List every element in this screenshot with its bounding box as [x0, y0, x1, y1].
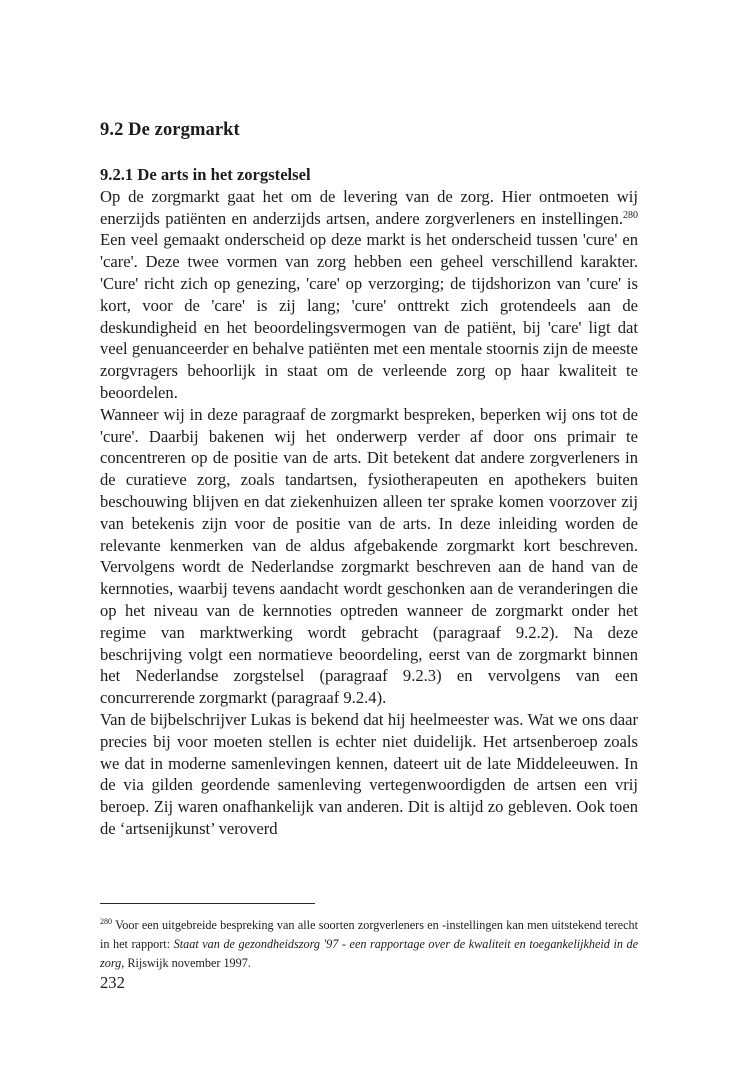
- subsection-title: 9.2.1 De arts in het zorgstelsel: [100, 165, 311, 184]
- footnote: [100, 916, 638, 973]
- footnote-number: 280: [100, 917, 112, 926]
- footnote-text-start: Voor een uitgebreide bespreking van alle soorten zorgverleners en -instellingen kan men uitstekend terecht in het rapport:: [100, 918, 638, 951]
- paragraph-1-text-end: Een veel gemaakt onderscheid op deze markt is het onderscheid tussen 'cure' en 'care'. Deze twee vormen van zorg hebben een geheel verschillend karakter. 'Cure' richt zich op genezing, 'care' op verzorging; de tijdshorizon van 'cure' is kort, voor de 'care' is zij lang; 'cure' onttrekt zich grotendeels aan de deskundigheid en het beoordelingsvermogen van de patiënt, bij 'care' ligt dat veel genuanceerder en behalve patiënten met een mentale stoornis zijn de meeste zorgvragers behoorlijk in staat om de verleende zorg op haar kwaliteit te beoordelen.: [100, 230, 638, 402]
- paragraph-1-text-start: Op de zorgmarkt gaat het om de levering van de zorg. Hier ontmoeten wij enerzijds patiënten en anderzijds artsen, andere zorgverleners en instellingen.: [100, 186, 638, 228]
- footnote-reference: 280: [623, 209, 638, 221]
- body-text: [100, 164, 638, 840]
- footnote-text-end: , Rijswijk november 1997.: [121, 956, 251, 970]
- page-number: 232: [100, 973, 125, 992]
- paragraph-1: [100, 186, 638, 404]
- footnote-report-title: Staat van de gezondheidszorg '97 - een rapportage over de kwaliteit en toegankelijkheid in de zorg: [100, 937, 638, 970]
- footnote-divider: [100, 903, 315, 904]
- paragraph-3: Van de bijbelschrijver Lukas is bekend dat hij heelmeester was. Wat we ons daar precies bij voor moeten stellen is echter niet duidelijk. Het artsenberoep zoals we dat in moderne samenlevingen kennen, dateert uit de late Middeleeuwen. In de via gilden geordende samenleving vertegenwoordigden de artsen een vrij beroep. Zij waren onafhankelijk van anderen. Dit is altijd zo gebleven. Ook toen de ‘artsenijkunst’ veroverd: [100, 709, 638, 838]
- paragraph-2: Wanneer wij in deze paragraaf de zorgmarkt bespreken, beperken wij ons tot de 'cure'. Daarbij bakenen wij het onderwerp verder af door ons primair te concentreren op de positie van de arts. Dit betekent dat andere zorgverleners in de curatieve zorg, zoals tandartsen, fysiotherapeuten en apothekers buiten beschouwing blijven en dat ziekenhuizen alleen ter sprake komen voorzover zij van betekenis zijn voor de positie van de arts. In deze inleiding worden de relevante kenmerken van de aldus afgebakende zorgmarkt kort beschreven. Vervolgens wordt de Nederlandse zorgmarkt beschreven aan de hand van de kernnoties, waarbij tevens aandacht wordt geschonken aan de veranderingen die op het niveau van de kernnoties optreden wanneer de zorgmarkt onder het regime van marktwerking wordt gebracht (paragraaf 9.2.2). Na deze beschrijving volgt een normatieve beoordeling, eerst van de zorgmarkt binnen het Nederlandse zorgstelsel (paragraaf 9.2.3) en vervolgens van een concurrerende zorgmarkt (paragraaf 9.2.4).: [100, 404, 638, 708]
- section-title: 9.2 De zorgmarkt: [100, 120, 240, 140]
